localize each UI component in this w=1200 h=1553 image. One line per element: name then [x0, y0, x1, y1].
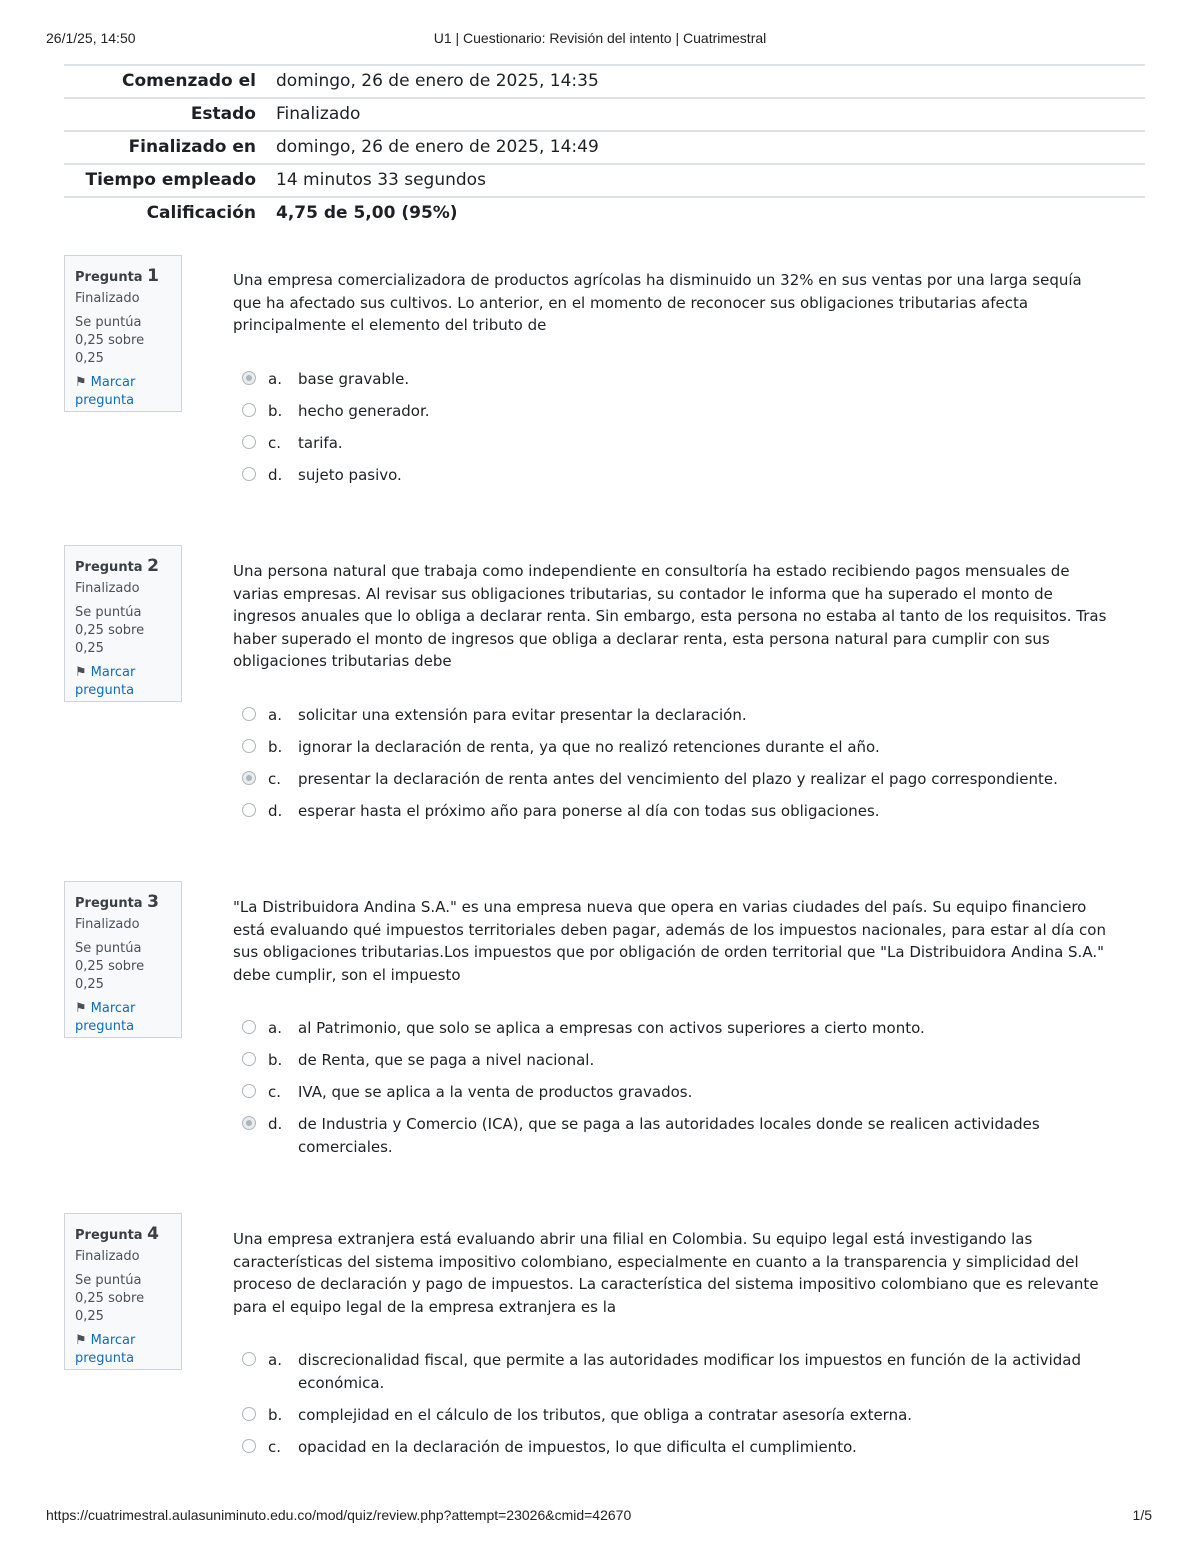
- summary-value: domingo, 26 de enero de 2025, 14:35: [268, 65, 1145, 98]
- flag-icon: ⚑: [75, 665, 87, 680]
- question-state: Finalizado: [75, 291, 140, 306]
- print-page-number: 1/5: [1132, 1507, 1152, 1523]
- answer-text: de Industria y Comercio (ICA), que se paga a las autoridades locales donde se realicen actividades comerciales.: [298, 1115, 1040, 1156]
- flag-question-link[interactable]: [75, 374, 172, 410]
- print-footer: [0, 1507, 1200, 1527]
- answer-list: [240, 1349, 1120, 1468]
- answer-option[interactable]: [240, 1404, 1120, 1427]
- flag-icon: ⚑: [75, 1333, 87, 1348]
- flag-question-label: Marcar pregunta: [75, 665, 136, 698]
- question-state: Finalizado: [75, 917, 140, 932]
- answer-radio[interactable]: [242, 1084, 256, 1098]
- summary-row: [64, 197, 1145, 229]
- answer-radio[interactable]: [242, 1439, 256, 1453]
- answer-option[interactable]: [240, 1049, 1120, 1072]
- question-label: Pregunta: [75, 1228, 143, 1243]
- answer-radio[interactable]: [242, 1020, 256, 1034]
- question-label: Pregunta: [75, 270, 143, 285]
- question-info: [64, 881, 182, 1038]
- answer-text: hecho generador.: [298, 402, 430, 420]
- question-state: Finalizado: [75, 581, 140, 596]
- print-url: https://cuatrimestral.aulasuniminuto.edu.co/mod/quiz/review.php?attempt=23026&cmid=42670: [46, 1507, 632, 1523]
- answer-text: base gravable.: [298, 370, 410, 388]
- answer-text: IVA, que se aplica a la venta de productos gravados.: [298, 1083, 693, 1101]
- question-number-value: 4: [147, 1224, 159, 1244]
- answer-letter: b.: [268, 1051, 283, 1069]
- summary-value: 4,75 de 5,00 (95%): [268, 197, 1145, 229]
- question-text: Una persona natural que trabaja como independiente en consultoría ha estado recibiendo pagos mensuales de varias empresas. Al revisar sus obligaciones tributarias, su contador le informa que ha superado el monto de ingresos anuales que lo obliga a declarar renta. Sin embargo, esta persona no estaba al tanto de los requisitos. Tras haber superado el monto de ingresos que obliga a declarar renta, esta persona natural para cumplir con sus obligaciones tributarias debe: [233, 562, 1107, 670]
- print-header: [0, 30, 1200, 50]
- answer-text: ignorar la declaración de renta, ya que no realizó retenciones durante el año.: [298, 738, 880, 756]
- flag-question-label: Marcar pregunta: [75, 375, 136, 408]
- question-grade: Se puntúa 0,25 sobre 0,25: [75, 941, 145, 992]
- question-grade: Se puntúa 0,25 sobre 0,25: [75, 1273, 145, 1324]
- answer-radio[interactable]: [242, 403, 256, 417]
- answer-letter: a.: [268, 1351, 282, 1369]
- answer-letter: c.: [268, 1083, 282, 1101]
- flag-question-label: Marcar pregunta: [75, 1333, 136, 1366]
- flag-icon: ⚑: [75, 1001, 87, 1016]
- answer-letter: a.: [268, 1019, 282, 1037]
- question-info: [64, 255, 182, 412]
- answer-letter: a.: [268, 370, 282, 388]
- answer-text: discrecionalidad fiscal, que permite a las autoridades modificar los impuestos en función de la actividad económica.: [298, 1351, 1082, 1392]
- answer-letter: d.: [268, 802, 283, 820]
- summary-label: Comenzado el: [64, 65, 268, 98]
- question-state: Finalizado: [75, 1249, 140, 1264]
- answer-option[interactable]: [240, 464, 1120, 487]
- answer-letter: b.: [268, 1405, 283, 1424]
- summary-label: Tiempo empleado: [64, 164, 268, 197]
- answer-list: [240, 704, 1120, 832]
- question-number: [75, 266, 172, 286]
- summary-row: [64, 131, 1145, 164]
- answer-option[interactable]: [240, 1436, 1120, 1459]
- question-number-value: 2: [147, 556, 159, 576]
- answer-option[interactable]: [240, 432, 1120, 455]
- question-number: [75, 892, 172, 912]
- question-info: [64, 545, 182, 702]
- summary-row: [64, 164, 1145, 197]
- answer-radio[interactable]: [242, 739, 256, 753]
- answer-option[interactable]: [240, 1113, 1120, 1158]
- answer-letter: b.: [268, 738, 283, 756]
- question-text: Una empresa comercializadora de productos agrícolas ha disminuido un 32% en sus ventas por una larga sequía que ha afectado sus cultivos. Lo anterior, en el momento de reconocer sus obligaciones tributarias afecta principalmente el elemento del tributo de: [233, 271, 1082, 334]
- question-text: "La Distribuidora Andina S.A." es una empresa nueva que opera en varias ciudades del país. Su equipo financiero está evaluando qué impuestos territoriales deben pagar, además de los impuestos nacionales, para estar al día con sus obligaciones tributarias.Los impuestos que por obligación de orden territorial que "La Distribuidora Andina S.A." debe cumplir, son el impuesto: [233, 898, 1106, 984]
- attempt-summary-table: [64, 64, 1145, 229]
- flag-question-label: Marcar pregunta: [75, 1001, 136, 1034]
- answer-letter: d.: [268, 1115, 283, 1133]
- answer-list: [240, 368, 1120, 496]
- answer-option[interactable]: [240, 1081, 1120, 1104]
- answer-letter: d.: [268, 466, 283, 484]
- summary-label: Finalizado en: [64, 131, 268, 164]
- print-page-title: U1 | Cuestionario: Revisión del intento | Cuatrimestral: [433, 30, 767, 46]
- summary-value: domingo, 26 de enero de 2025, 14:49: [268, 131, 1145, 164]
- answer-text: al Patrimonio, que solo se aplica a empresas con activos superiores a cierto monto.: [298, 1019, 925, 1037]
- answer-text: de Renta, que se paga a nivel nacional.: [298, 1051, 595, 1069]
- answer-radio[interactable]: [242, 771, 256, 785]
- summary-label: Calificación: [64, 197, 268, 229]
- summary-value: Finalizado: [268, 98, 1145, 131]
- answer-radio[interactable]: [242, 1407, 256, 1421]
- answer-text: complejidad en el cálculo de los tributos, que obliga a contratar asesoría externa.: [298, 1405, 913, 1424]
- answer-text: solicitar una extensión para evitar presentar la declaración.: [298, 706, 747, 724]
- answer-list: [240, 1017, 1120, 1168]
- print-datetime: 26/1/25, 14:50: [46, 30, 136, 46]
- flag-question-link[interactable]: [75, 1000, 172, 1036]
- question-info: [64, 1213, 182, 1370]
- summary-row: [64, 98, 1145, 131]
- answer-option[interactable]: [240, 1017, 1120, 1040]
- answer-letter: c.: [268, 434, 282, 452]
- answer-text: presentar la declaración de renta antes del vencimiento del plazo y realizar el pago correspondiente.: [298, 770, 1058, 788]
- question-number-value: 3: [147, 892, 159, 912]
- answer-option[interactable]: [240, 736, 1120, 759]
- question-grade: Se puntúa 0,25 sobre 0,25: [75, 315, 145, 366]
- flag-question-link[interactable]: [75, 664, 172, 700]
- question-label: Pregunta: [75, 560, 143, 575]
- answer-text: opacidad en la declaración de impuestos, lo que dificulta el cumplimiento.: [298, 1437, 857, 1456]
- question-grade: Se puntúa 0,25 sobre 0,25: [75, 605, 145, 656]
- answer-option[interactable]: [240, 800, 1120, 823]
- question-number-value: 1: [147, 266, 159, 286]
- answer-option[interactable]: [240, 704, 1120, 727]
- answer-letter: b.: [268, 402, 283, 420]
- answer-radio[interactable]: [242, 1352, 256, 1366]
- answer-radio[interactable]: [242, 371, 256, 385]
- answer-option[interactable]: [240, 368, 1120, 391]
- answer-option[interactable]: [240, 400, 1120, 423]
- answer-option[interactable]: [240, 1349, 1120, 1394]
- summary-label: Estado: [64, 98, 268, 131]
- question-number: [75, 1224, 172, 1244]
- question-text: Una empresa extranjera está evaluando abrir una filial en Colombia. Su equipo legal está investigando las características del sistema impositivo colombiano, especialmente en cuanto a la transparencia y simplicidad del proceso de declaración y pago de impuestos. La característica del sistema impositivo colombiano que es relevante para el equipo legal de la empresa extranjera es la: [233, 1230, 1099, 1316]
- answer-letter: c.: [268, 1437, 282, 1456]
- answer-text: esperar hasta el próximo año para ponerse al día con todas sus obligaciones.: [298, 802, 880, 820]
- flag-question-link[interactable]: [75, 1332, 172, 1368]
- answer-radio[interactable]: [242, 435, 256, 449]
- answer-letter: c.: [268, 770, 282, 788]
- answer-text: tarifa.: [298, 434, 343, 452]
- flag-icon: ⚑: [75, 375, 87, 390]
- answer-radio[interactable]: [242, 467, 256, 481]
- answer-letter: a.: [268, 706, 282, 724]
- answer-radio[interactable]: [242, 1116, 256, 1130]
- question-label: Pregunta: [75, 896, 143, 911]
- answer-radio[interactable]: [242, 803, 256, 817]
- summary-value: 14 minutos 33 segundos: [268, 164, 1145, 197]
- answer-option[interactable]: [240, 768, 1120, 791]
- summary-row: [64, 65, 1145, 98]
- answer-radio[interactable]: [242, 707, 256, 721]
- answer-radio[interactable]: [242, 1052, 256, 1066]
- question-number: [75, 556, 172, 576]
- answer-text: sujeto pasivo.: [298, 466, 402, 484]
